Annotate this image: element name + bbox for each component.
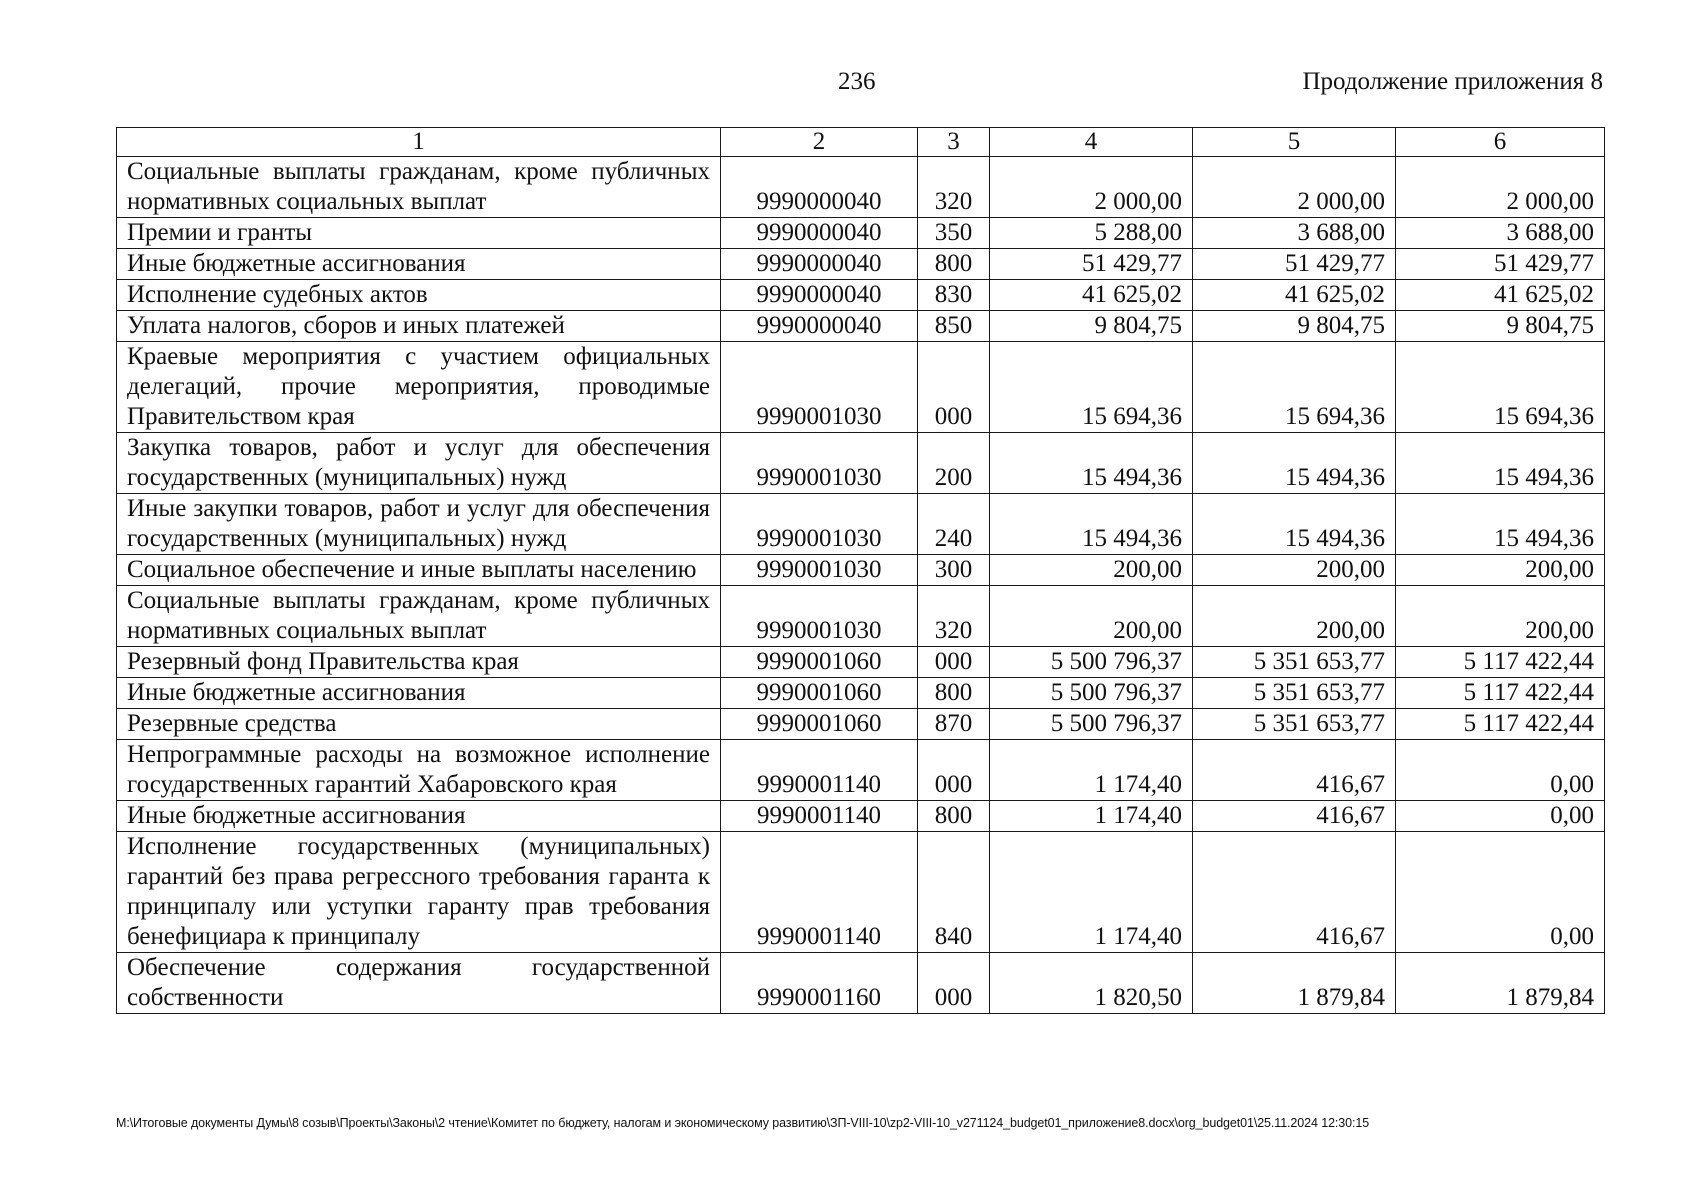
amount-cell: 1 174,40	[990, 801, 1193, 832]
amount-cell: 5 351 653,77	[1193, 678, 1396, 709]
target-article-code-cell: 9990001060	[721, 647, 918, 678]
amount-cell: 41 625,02	[990, 280, 1193, 311]
table-row	[117, 157, 1605, 218]
expense-name-cell: Закупка товаров, работ и услуг для обеспечения государственных (муниципальных) нужд	[117, 433, 721, 494]
expense-type-code-cell: 830	[918, 280, 990, 311]
amount-cell: 15 494,36	[1193, 433, 1396, 494]
amount-cell: 5 351 653,77	[1193, 647, 1396, 678]
expense-type-code-cell: 000	[918, 740, 990, 801]
expense-name-cell: Социальные выплаты гражданам, кроме публичных нормативных социальных выплат	[117, 586, 721, 647]
target-article-code-cell: 9990001060	[721, 709, 918, 740]
amount-cell: 5 500 796,37	[990, 647, 1193, 678]
expense-name-cell: Краевые мероприятия с участием официальных делегаций, прочие мероприятия, проводимые Правительством края	[117, 342, 721, 433]
amount-cell: 9 804,75	[1193, 311, 1396, 342]
amount-cell: 0,00	[1396, 740, 1605, 801]
expense-name-cell: Иные бюджетные ассигнования	[117, 678, 721, 709]
amount-cell: 1 879,84	[1396, 953, 1605, 1014]
expense-name-cell: Резервный фонд Правительства края	[117, 647, 721, 678]
target-article-code-cell: 9990001160	[721, 953, 918, 1014]
expense-name-cell: Социальное обеспечение и иные выплаты населению	[117, 555, 721, 586]
table-row	[117, 249, 1605, 280]
target-article-code-cell: 9990001030	[721, 433, 918, 494]
amount-cell: 5 500 796,37	[990, 709, 1193, 740]
expense-type-code-cell: 850	[918, 311, 990, 342]
appendix-continuation-label: Продолжение приложения 8	[1302, 68, 1603, 95]
table-row	[117, 709, 1605, 740]
amount-cell: 416,67	[1193, 832, 1396, 953]
amount-cell: 9 804,75	[990, 311, 1193, 342]
table-header-row	[117, 128, 1605, 157]
target-article-code-cell: 9990001140	[721, 801, 918, 832]
column-header: 3	[918, 128, 990, 157]
target-article-code-cell: 9990000040	[721, 218, 918, 249]
amount-cell: 15 694,36	[990, 342, 1193, 433]
amount-cell: 51 429,77	[1396, 249, 1605, 280]
amount-cell: 1 820,50	[990, 953, 1193, 1014]
table-row	[117, 586, 1605, 647]
amount-cell: 0,00	[1396, 801, 1605, 832]
amount-cell: 15 694,36	[1396, 342, 1605, 433]
target-article-code-cell: 9990001030	[721, 555, 918, 586]
document-file-path: M:\Итоговые документы Думы\8 созыв\Проекты\Законы\2 чтение\Комитет по бюджету, налогам и экономическому развитию\ЗП-VIII-10\zp2-VIII-10_v271124_budget01_приложение8.docx\org_budget01\25.11.2024 12:30:15	[116, 1116, 1370, 1130]
table-row	[117, 494, 1605, 555]
amount-cell: 15 494,36	[990, 494, 1193, 555]
expense-type-code-cell: 870	[918, 709, 990, 740]
budget-table	[116, 127, 1605, 1014]
expense-type-code-cell: 000	[918, 647, 990, 678]
expense-name-cell: Социальные выплаты гражданам, кроме публичных нормативных социальных выплат	[117, 157, 721, 218]
amount-cell: 416,67	[1193, 740, 1396, 801]
target-article-code-cell: 9990001140	[721, 740, 918, 801]
expense-name-cell: Непрограммные расходы на возможное исполнение государственных гарантий Хабаровского края	[117, 740, 721, 801]
table-row	[117, 280, 1605, 311]
amount-cell: 5 351 653,77	[1193, 709, 1396, 740]
amount-cell: 15 494,36	[990, 433, 1193, 494]
expense-name-cell: Исполнение судебных актов	[117, 280, 721, 311]
column-header: 1	[117, 128, 721, 157]
target-article-code-cell: 9990000040	[721, 157, 918, 218]
target-article-code-cell: 9990000040	[721, 311, 918, 342]
page-number: 236	[838, 68, 876, 95]
target-article-code-cell: 9990001140	[721, 832, 918, 953]
target-article-code-cell: 9990000040	[721, 280, 918, 311]
amount-cell: 200,00	[1193, 555, 1396, 586]
amount-cell: 200,00	[990, 555, 1193, 586]
table-body	[117, 157, 1605, 1014]
amount-cell: 200,00	[1193, 586, 1396, 647]
table-row	[117, 433, 1605, 494]
expense-name-cell: Иные бюджетные ассигнования	[117, 249, 721, 280]
expense-name-cell: Исполнение государственных (муниципальных) гарантий без права регрессного требования гаранта к принципалу или уступки гаранту прав требования бенефициара к принципалу	[117, 832, 721, 953]
amount-cell: 200,00	[990, 586, 1193, 647]
table-row	[117, 832, 1605, 953]
expense-type-code-cell: 320	[918, 586, 990, 647]
expense-name-cell: Иные бюджетные ассигнования	[117, 801, 721, 832]
table-row	[117, 555, 1605, 586]
amount-cell: 3 688,00	[1396, 218, 1605, 249]
amount-cell: 5 117 422,44	[1396, 678, 1605, 709]
amount-cell: 416,67	[1193, 801, 1396, 832]
amount-cell: 3 688,00	[1193, 218, 1396, 249]
amount-cell: 0,00	[1396, 832, 1605, 953]
expense-type-code-cell: 840	[918, 832, 990, 953]
amount-cell: 15 694,36	[1193, 342, 1396, 433]
target-article-code-cell: 9990001060	[721, 678, 918, 709]
target-article-code-cell: 9990000040	[721, 249, 918, 280]
amount-cell: 51 429,77	[990, 249, 1193, 280]
column-header: 4	[990, 128, 1193, 157]
table-row	[117, 953, 1605, 1014]
amount-cell: 41 625,02	[1396, 280, 1605, 311]
table-row	[117, 678, 1605, 709]
amount-cell: 1 879,84	[1193, 953, 1396, 1014]
amount-cell: 5 500 796,37	[990, 678, 1193, 709]
table-row	[117, 218, 1605, 249]
expense-type-code-cell: 240	[918, 494, 990, 555]
expense-name-cell: Премии и гранты	[117, 218, 721, 249]
table-row	[117, 342, 1605, 433]
expense-type-code-cell: 000	[918, 342, 990, 433]
expense-type-code-cell: 350	[918, 218, 990, 249]
amount-cell: 2 000,00	[1396, 157, 1605, 218]
column-header: 2	[721, 128, 918, 157]
amount-cell: 5 117 422,44	[1396, 647, 1605, 678]
expense-type-code-cell: 300	[918, 555, 990, 586]
column-header: 5	[1193, 128, 1396, 157]
table-row	[117, 311, 1605, 342]
table-row	[117, 647, 1605, 678]
expense-type-code-cell: 800	[918, 678, 990, 709]
amount-cell: 5 288,00	[990, 218, 1193, 249]
amount-cell: 41 625,02	[1193, 280, 1396, 311]
expense-name-cell: Уплата налогов, сборов и иных платежей	[117, 311, 721, 342]
amount-cell: 9 804,75	[1396, 311, 1605, 342]
amount-cell: 1 174,40	[990, 740, 1193, 801]
expense-name-cell: Резервные средства	[117, 709, 721, 740]
table-row	[117, 801, 1605, 832]
expense-type-code-cell: 800	[918, 249, 990, 280]
amount-cell: 15 494,36	[1193, 494, 1396, 555]
amount-cell: 15 494,36	[1396, 433, 1605, 494]
expense-type-code-cell: 200	[918, 433, 990, 494]
column-header: 6	[1396, 128, 1605, 157]
amount-cell: 2 000,00	[1193, 157, 1396, 218]
amount-cell: 200,00	[1396, 586, 1605, 647]
target-article-code-cell: 9990001030	[721, 586, 918, 647]
expense-type-code-cell: 000	[918, 953, 990, 1014]
amount-cell: 15 494,36	[1396, 494, 1605, 555]
amount-cell: 1 174,40	[990, 832, 1193, 953]
expense-type-code-cell: 800	[918, 801, 990, 832]
amount-cell: 2 000,00	[990, 157, 1193, 218]
table-row	[117, 740, 1605, 801]
target-article-code-cell: 9990001030	[721, 342, 918, 433]
amount-cell: 5 117 422,44	[1396, 709, 1605, 740]
expense-type-code-cell: 320	[918, 157, 990, 218]
amount-cell: 200,00	[1396, 555, 1605, 586]
expense-name-cell: Обеспечение содержания государственной собственности	[117, 953, 721, 1014]
expense-name-cell: Иные закупки товаров, работ и услуг для обеспечения государственных (муниципальных) нужд	[117, 494, 721, 555]
target-article-code-cell: 9990001030	[721, 494, 918, 555]
amount-cell: 51 429,77	[1193, 249, 1396, 280]
